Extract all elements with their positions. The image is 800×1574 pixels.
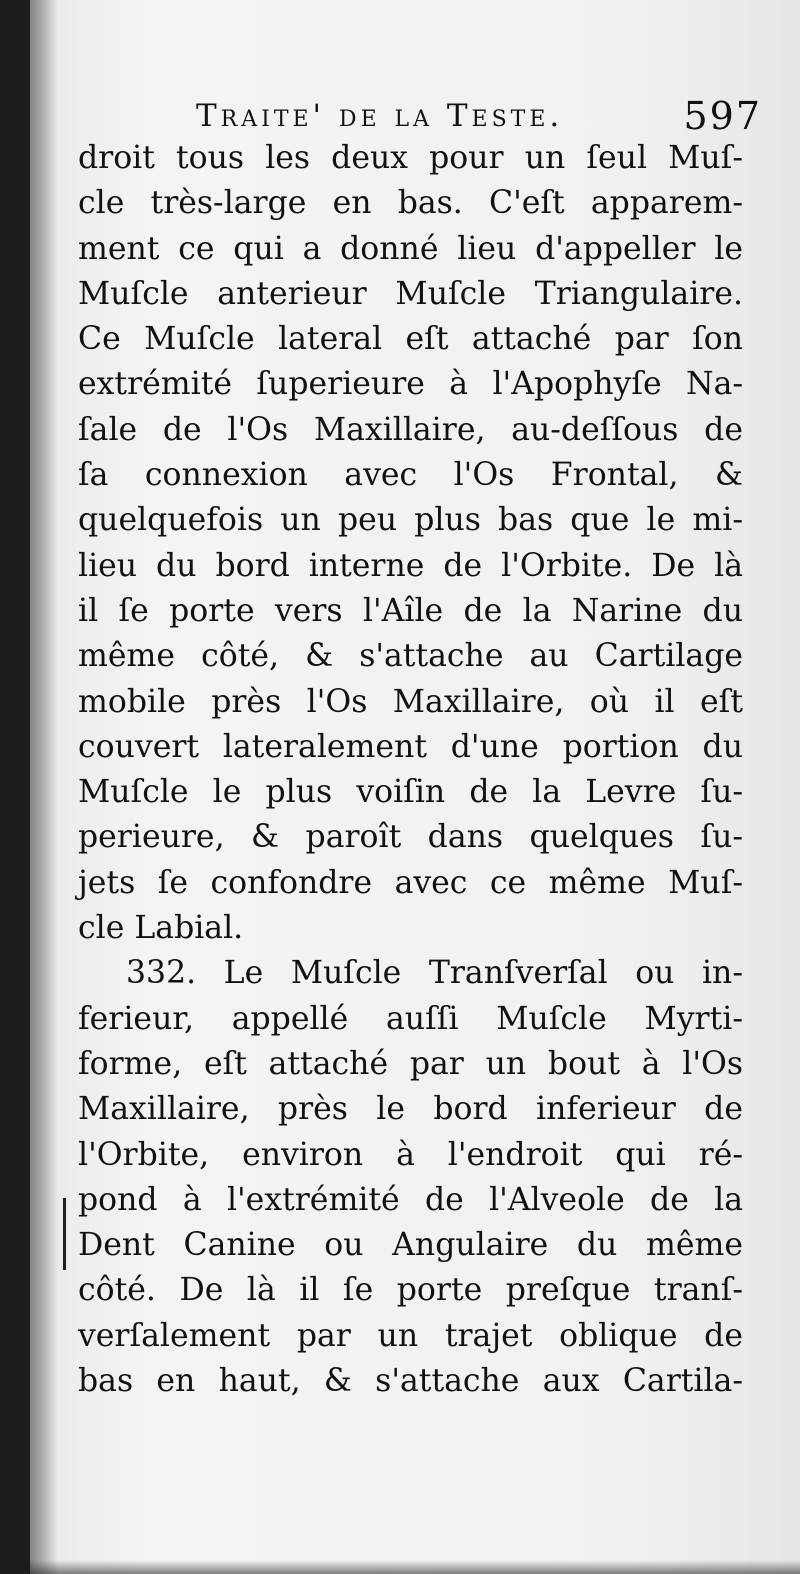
page-bottom-shadow: [0, 1560, 800, 1574]
text-line: Maxillaire, près le bord inferieur de: [78, 1091, 743, 1128]
text-line: cle très-large en bas. C'eſt apparem-: [78, 185, 743, 222]
text-line: ferieur, appellé auſſi Muſcle Myrti-: [78, 1000, 743, 1037]
text-line: mobile près l'Os Maxillaire, où il eſt: [78, 683, 743, 720]
text-line: extrémité ſuperieure à l'Apophyſe Na-: [78, 366, 743, 403]
text-line: Muſcle anterieur Muſcle Triangulaire.: [78, 275, 743, 312]
text-line: Muſcle le plus voiſin de la Levre ſu-: [78, 774, 743, 811]
text-line: ment ce qui a donné lieu d'appeller le: [78, 230, 743, 267]
text-line: droit tous les deux pour un ſeul Muſ-: [78, 140, 743, 176]
text-line: ſa connexion avec l'Os Frontal, &: [78, 457, 743, 494]
gutter-shadow: [30, 0, 58, 1574]
text-line: verſalement par un trajet oblique de: [78, 1317, 743, 1354]
text-line: forme, eſt attaché par un bout à l'Os: [78, 1045, 743, 1082]
text-line: Ce Muſcle lateral eſt attaché par ſon: [78, 321, 743, 358]
text-line: il ſe porte vers l'Aîle de la Narine du: [78, 592, 743, 629]
page-number: 597: [683, 94, 762, 138]
text-line: cle Labial.: [78, 910, 244, 947]
text-line: bas en haut, & s'attache aux Cartila-: [78, 1363, 743, 1400]
text-line: même côté, & s'attache au Cartilage: [78, 638, 743, 675]
text-line: perieure, & paroît dans quelques ſu-: [78, 819, 743, 856]
text-line: pond à l'extrémité de l'Alveole de la: [78, 1181, 743, 1218]
text-line: ſale de l'Os Maxillaire, au-deſſous de: [78, 411, 743, 448]
text-line: quelquefois un peu plus bas que le mi-: [78, 502, 743, 539]
margin-mark: [63, 1198, 66, 1270]
text-line: l'Orbite, environ à l'endroit qui ré-: [78, 1136, 743, 1173]
body-text: [78, 136, 743, 1404]
text-line: couvert lateralement d'une portion du: [78, 728, 743, 765]
running-title: Traite' de la Teste.: [196, 98, 564, 134]
text-line: Dent Canine ou Angulaire du même: [78, 1227, 743, 1264]
text-line: jets ſe confondre avec ce même Muſ-: [78, 864, 743, 901]
text-line: côté. De là il ſe porte preſque tranſ-: [78, 1272, 743, 1309]
text-line: lieu du bord interne de l'Orbite. De là: [78, 547, 743, 584]
paragraph-start-line: 332. Le Muſcle Tranſverſal ou in-: [126, 955, 743, 992]
